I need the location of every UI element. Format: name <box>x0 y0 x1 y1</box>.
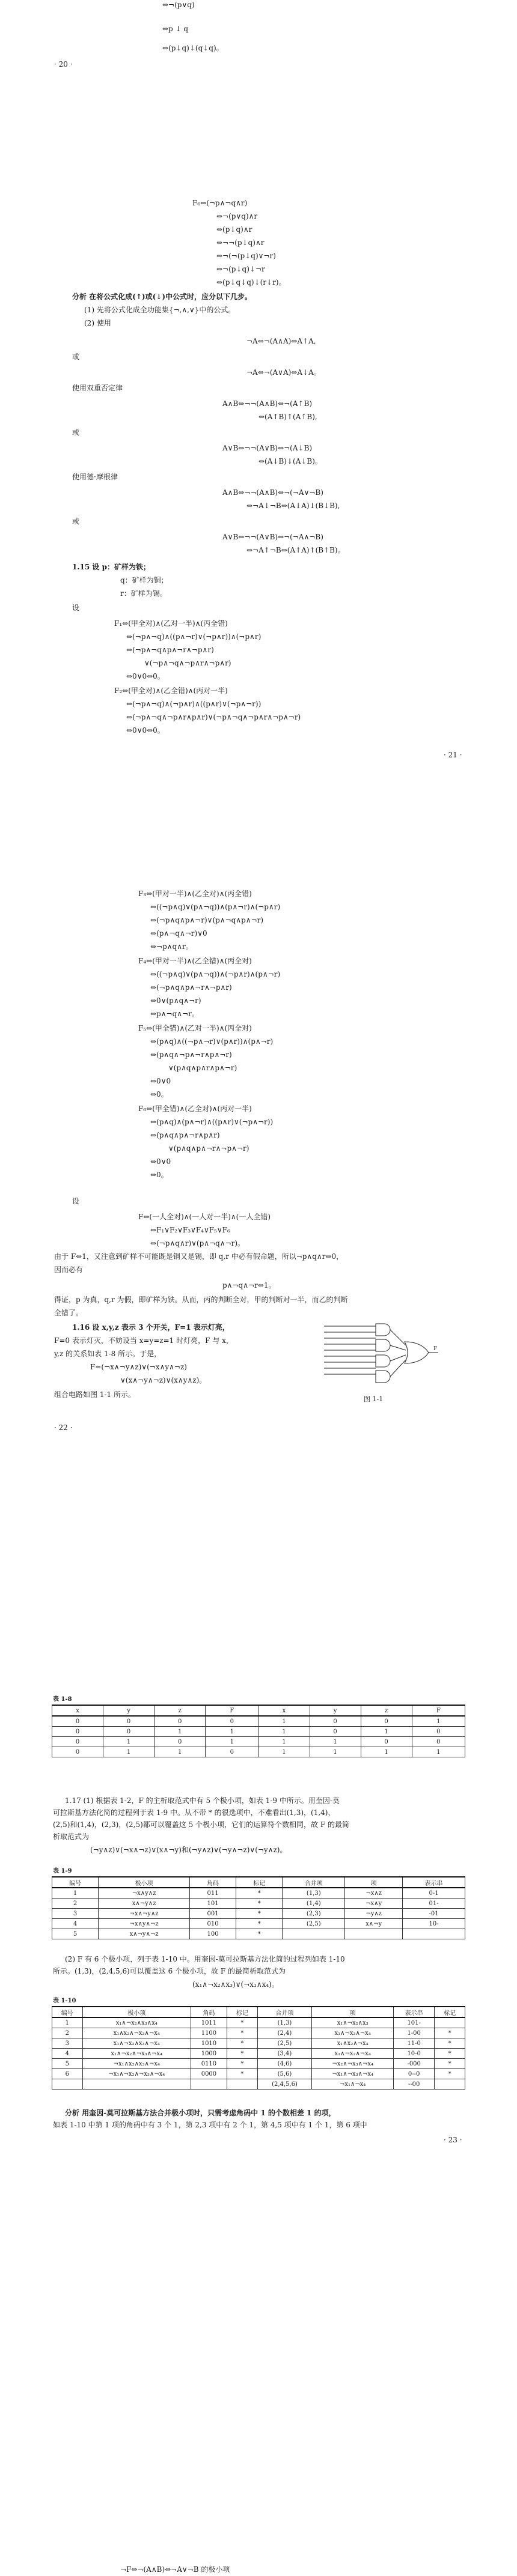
cell: 4 <box>52 1919 99 1929</box>
cell: 1100 <box>191 2028 227 2038</box>
cell <box>435 2079 465 2090</box>
cell: x₁∧¬x₂∧x₃∧x₄ <box>82 2017 191 2028</box>
col-header: 编号 <box>52 2007 83 2017</box>
figure-caption: 图 1-1 <box>364 1395 384 1403</box>
col-header: x <box>52 1705 103 1716</box>
col-header: 标记 <box>435 2007 465 2017</box>
page-number: · 20 · <box>54 60 73 68</box>
cell: 1 <box>154 1727 206 1737</box>
formula-line: F₂⇔(甲全对)∧(乙全错)∧(丙对一半) <box>114 686 228 695</box>
text-line: 使用德·摩根律 <box>72 473 118 481</box>
table-1-9 <box>52 1876 465 1939</box>
formula-line: ⇔¬(p↓q)↓¬r <box>216 265 265 273</box>
cell: 001 <box>189 1909 236 1919</box>
cell: 1010 <box>191 2038 227 2049</box>
cell: 1 <box>258 1727 310 1737</box>
col-header: 极小项 <box>99 1877 190 1888</box>
cell: 1 <box>258 1737 310 1747</box>
col-header: 标记 <box>236 1877 283 1888</box>
cell: ¬x∧¬y∧z <box>99 1909 190 1919</box>
cell: 0 <box>361 1737 412 1747</box>
cell: 2 <box>52 2028 83 2038</box>
formula-line: ⇔F₁∨F₂∨F₃∨F₄∨F₅∨F₆ <box>150 1226 230 1234</box>
formula-line: ⇔0∨(p∧q∧¬r) <box>150 996 201 1005</box>
cell: x₁∧¬x₂∧x₃ <box>312 2017 394 2028</box>
cell: (2,5) <box>283 1919 345 1929</box>
table-caption: 表 1-10 <box>53 1998 76 2004</box>
table-row <box>52 1909 465 1919</box>
text-line: 设 <box>72 1197 80 1205</box>
cell: x₁∧¬x₂∧¬x₃∧¬x₄ <box>82 2049 191 2059</box>
formula-line: ⇔(p∧q)∧((¬p∧¬r)∨(p∧r))∧(p∧¬r) <box>150 1037 274 1046</box>
text-line: 可拉斯基方法化简的过程列于表 1-9 中。从不带 * 的很选项中，不难看出(1,3)，(1,4)， <box>53 1808 335 1817</box>
cell: 1 <box>103 1747 154 1757</box>
formula-line: ⇔(¬p∧¬q∧¬p∧r∧p∧r)∨(¬p∧¬q∧¬p∧r∧¬p∧¬r) <box>126 713 301 721</box>
text-line: 析取范式为 <box>53 1832 90 1841</box>
text-line: q：矿样为铜； <box>120 576 168 584</box>
table-row <box>52 1929 465 1939</box>
cell: * <box>227 2059 258 2069</box>
col-header: 合并项 <box>257 2007 312 2017</box>
text-line: 1.17 (1) 根据表 1-2，F 的主析取范式中有 5 个极小项，如表 1-9 中所示。用奎因-莫 <box>65 1796 340 1805</box>
cell: ¬x₂∧¬x₃∧¬x₄ <box>312 2059 394 2069</box>
cell: 010 <box>189 1919 236 1929</box>
logic-circuit-diagram <box>316 1321 442 1392</box>
cell: ¬x∧y∧¬z <box>99 1919 190 1929</box>
formula-line: ⇔0∨0⇔0。 <box>126 672 165 680</box>
cell: * <box>227 2017 258 2028</box>
col-header: 极小项 <box>82 2007 191 2017</box>
table-row <box>52 1919 465 1929</box>
text-line: 得证，p 为真，q,r 为假，即矿样为铁。从而，丙的判断全对，甲的判断对一半，而乙的判断 <box>54 1296 348 1304</box>
table-row <box>52 2069 465 2079</box>
cell: 0 <box>206 1716 258 1727</box>
cell: 1 <box>258 1747 310 1757</box>
formula-line: p∧¬q∧¬r⇔1。 <box>222 1281 276 1290</box>
text-line: 或 <box>72 353 80 361</box>
cell: 101 <box>189 1899 236 1909</box>
cell: x₁∧¬x₂∧¬x₄ <box>312 2049 394 2059</box>
formula-line: ∨(p∧q∧p∧¬r∧¬p∧¬r) <box>168 1144 249 1153</box>
output-label-F: F <box>433 1346 438 1352</box>
cell: 1011 <box>191 2017 227 2028</box>
formula-line: F₅⇔(甲全错)∧(乙对一半)∧(丙全对) <box>138 1024 252 1032</box>
formula-line: ⇔¬(p∨q) <box>162 1 195 9</box>
cell: ¬x₁∧¬x₃∧¬x₄ <box>312 2069 394 2079</box>
formula-line: ⇔(A↑B)↑(A↑B), <box>258 413 317 421</box>
table-row <box>52 1737 465 1747</box>
text-line: 所示。(1,3)，(2,4,5,6)可以覆盖这 6 个极小项，故 F 的最简析取范式为 <box>53 1967 286 1975</box>
cell: (1,3) <box>257 2017 312 2028</box>
cell: 0 <box>206 1747 258 1757</box>
formula-line: A∨B⇔¬¬(A∨B)⇔¬(¬A∧¬B) <box>222 533 323 541</box>
text-line: 由于 F⇔1，又注意到矿样不可能既是铜又是锡，即 q,r 中必有假命题，所以¬p∧q∧r⇔0， <box>54 1252 344 1261</box>
cell: 0 <box>52 1727 103 1737</box>
col-header: F <box>412 1705 465 1716</box>
table-1-8 <box>52 1705 465 1757</box>
cell: 1 <box>206 1727 258 1737</box>
formula-line: ⇔¬p∧q∧r。 <box>150 942 193 951</box>
text-line: (2) F 有 6 个极小项，列于表 1-10 中。用奎因-莫可拉斯基方法化简的过程列如表 1-10 <box>65 1955 345 1963</box>
cell: 5 <box>52 2059 83 2069</box>
cell: 0 <box>52 1716 103 1727</box>
cell: x∧¬y∧z <box>99 1899 190 1909</box>
formula-line: ⇔¬(¬(p↓q)∨¬r) <box>216 252 276 260</box>
cell: * <box>227 2049 258 2059</box>
cell: ¬y∧z <box>345 1909 403 1919</box>
table-row <box>52 1899 465 1909</box>
cell: 1-00 <box>394 2028 435 2038</box>
formula-line: ⇔0∨0⇔0。 <box>126 726 165 735</box>
col-header: z <box>154 1705 206 1716</box>
cell: 1000 <box>191 2049 227 2059</box>
cell: 5 <box>52 1929 99 1939</box>
formula-line: ⇔p∧¬q∧¬r。 <box>150 1010 199 1018</box>
formula-line: ⇔(p↓q)↓(q↓q)。 <box>162 44 224 52</box>
text-line: 或 <box>72 428 80 437</box>
formula-line: ⇔¬¬(p↓q)∧r <box>216 238 265 247</box>
formula-line: ⇔(¬p∧¬q∧p∧¬r∧¬p∧r) <box>126 646 214 654</box>
cell: --00 <box>394 2079 435 2090</box>
cell: 0 <box>52 1747 103 1757</box>
formula-line: A∨B⇔¬¬(A∨B)⇔¬(A↓B) <box>222 444 313 452</box>
text-line: 如表 1-10 中第 1 项的角码中有 3 个 1，第 2,3 项中有 2 个 1，第 4,5 项中有 1 个 1，第 6 项中 <box>53 2121 367 2129</box>
formula-line: ⇔(¬p∧q∧p∧¬r)∨(p∧¬q∧p∧¬r) <box>150 916 264 924</box>
table-row <box>52 1727 465 1737</box>
formula-line: ⇔(p↓q↓q)↓(r↓r)。 <box>216 278 286 286</box>
text-line: 因而必有 <box>54 1265 84 1274</box>
cell: 0 <box>310 1716 361 1727</box>
cell: 1 <box>310 1747 361 1757</box>
text-line: 设 <box>72 604 80 612</box>
cell: 1 <box>412 1747 465 1757</box>
cell: 01- <box>403 1899 465 1909</box>
col-header: 角码 <box>189 1877 236 1888</box>
page-number: · 21 · <box>444 751 462 759</box>
cell: 3 <box>52 1909 99 1919</box>
cell <box>435 2017 465 2028</box>
col-header: x <box>258 1705 310 1716</box>
cell: * <box>236 1929 283 1939</box>
cell: 0 <box>412 1737 465 1747</box>
formula-line: ⇔((¬p∧q)∨(p∧¬q))∧(p∧¬r)∧(¬p∧r) <box>150 903 281 911</box>
cell <box>52 2079 83 2090</box>
formula-line: ⇔(A↓B)↓(A↓B)。 <box>258 457 322 465</box>
cell: (2,5) <box>257 2038 312 2049</box>
cell: 1 <box>103 1737 154 1747</box>
text-line: (1) 先将公式化成全功能集{¬,∧,∨}中的公式。 <box>84 306 236 314</box>
cell: 1 <box>258 1716 310 1727</box>
cell: * <box>435 2038 465 2049</box>
formula-line: ⇔0∨0 <box>150 1157 171 1166</box>
formula-line: ¬A⇔¬(A∧A)⇔A↑A, <box>246 337 316 345</box>
cell: ¬x₁∧x₂∧x₃∧¬x₄ <box>82 2059 191 2069</box>
cell: * <box>236 1909 283 1919</box>
table-row <box>52 2028 465 2038</box>
cell: 4 <box>52 2049 83 2059</box>
formula-line: ⇔¬(p∨q)∧r <box>216 212 258 220</box>
cell: (1,4) <box>283 1899 345 1909</box>
formula-line: ⇔((¬p∧q)∨(p∧¬q))∧(¬p∧r)∧(p∧¬r) <box>150 970 281 978</box>
col-header: 标记 <box>227 2007 258 2017</box>
text-line: y,z 的关系如表 1-8 所示。于是， <box>54 1350 162 1358</box>
table-caption: 表 1-9 <box>53 1868 72 1874</box>
formula-line: ⇔(p∧q∧¬p∧¬r∧p∧¬r) <box>150 1050 232 1059</box>
cell: ¬x₁∧¬x₄ <box>312 2079 394 2090</box>
col-header: 角码 <box>191 2007 227 2017</box>
cell: * <box>236 1888 283 1899</box>
formula-line: ⇔(p↓q)∧r <box>216 225 252 234</box>
cell: 0 <box>103 1727 154 1737</box>
cell: 0 <box>154 1737 206 1747</box>
cell: 0 <box>361 1716 412 1727</box>
cell: -01 <box>403 1909 465 1919</box>
text-line: 使用双重否定律 <box>72 384 123 392</box>
text-line: F=0 表示灯灭，不妨设当 x=y=z=1 时灯亮，F 与 x， <box>54 1336 233 1345</box>
cell: 2 <box>52 1899 99 1909</box>
col-header: 编号 <box>52 1877 99 1888</box>
col-header: 项 <box>312 2007 394 2017</box>
col-header: F <box>206 1705 258 1716</box>
cell: 1 <box>52 2017 83 2028</box>
cell: (2,4) <box>257 2028 312 2038</box>
cell <box>227 2079 258 2090</box>
formula-line: ⇔(p∧q∧p∧¬r∧p∧r) <box>150 1131 220 1139</box>
cell: ¬x∧y <box>345 1899 403 1909</box>
text-line: 全错了。 <box>54 1309 84 1317</box>
cell: 1 <box>361 1747 412 1757</box>
cell: x₁∧x₂∧¬x₄ <box>312 2038 394 2049</box>
cell: 0--0 <box>394 2069 435 2079</box>
cell: (5,6) <box>257 2069 312 2079</box>
formula-line: ⇔0。 <box>150 1090 168 1099</box>
table-row <box>52 2079 465 2090</box>
cell: * <box>435 2049 465 2059</box>
col-header: y <box>310 1705 361 1716</box>
table-1-10 <box>52 2006 465 2090</box>
formula-line: ⇔(¬p∧q∧r)∨(p∧¬q∧¬r)。 <box>150 1239 245 1247</box>
cell: * <box>227 2038 258 2049</box>
cell: (2,4,5,6) <box>257 2079 312 2090</box>
formula-line: A∧B⇔¬¬(A∧B)⇔¬(¬A∨¬B) <box>222 488 323 497</box>
cell: x∧¬y∧¬z <box>99 1929 190 1939</box>
col-header: y <box>103 1705 154 1716</box>
formula-line: ⇔(¬p∧¬q)∧(¬p∧r)∧((p∧r)∨(¬p∧¬r)) <box>126 700 262 708</box>
cell <box>82 2079 191 2090</box>
cell: 101- <box>394 2017 435 2028</box>
cell: -000 <box>394 2059 435 2069</box>
cell: x₁∧¬x₃∧¬x₄ <box>312 2028 394 2038</box>
cell: ¬x₁∧¬x₂∧¬x₃∧¬x₄ <box>82 2069 191 2079</box>
cell <box>345 1929 403 1939</box>
col-header: z <box>361 1705 412 1716</box>
cell: 1 <box>52 1888 99 1899</box>
cell: 0 <box>412 1727 465 1737</box>
col-header: 表示串 <box>403 1877 465 1888</box>
page-number: · 23 · <box>444 2136 462 2144</box>
text-line: 或 <box>72 517 80 526</box>
formula-line: ∨(x∧¬y∧¬z)∨(x∧y∧z)。 <box>120 1376 207 1384</box>
cell: * <box>227 2028 258 2038</box>
page-number: · 22 · <box>54 1423 73 1432</box>
cell: 11-0 <box>394 2038 435 2049</box>
cell: (3,4) <box>257 2049 312 2059</box>
formula-line: ⇔0∨0 <box>150 1077 171 1085</box>
cell: 0 <box>52 1737 103 1747</box>
formula-line: ∨(p∧q∧p∧r∧p∧¬r) <box>168 1064 237 1072</box>
cell <box>403 1929 465 1939</box>
table-row <box>52 1747 465 1757</box>
cell: 10- <box>403 1919 465 1929</box>
cell: * <box>435 2059 465 2069</box>
analysis-paragraph: 分析 用奎因-莫可拉斯基方法合并极小项时，只需考虑角码中 1 的个数相差 1 的项， <box>65 2109 336 2117</box>
formula-line: F₃⇔(甲对一半)∧(乙全对)∧(丙全错) <box>138 889 252 898</box>
formula-line: F⇔(一人全对)∧(一人对一半)∧(一人全错) <box>138 1213 271 1221</box>
formula-line: F₄⇔(甲对一半)∧(乙全错)∧(丙全对) <box>138 957 252 965</box>
table-row <box>52 2038 465 2049</box>
formula-line: ⇔¬A↑¬B⇔(A↑A)↑(B↑B)。 <box>246 546 345 554</box>
text-line: (2,5)和(1,4)，(2,3)，(2,5)都可以覆盖这 5 个极小项，它们的运算符个数相同，故 F 的最简 <box>53 1820 350 1829</box>
cell: 1 <box>206 1737 258 1747</box>
cell: (2,3) <box>283 1909 345 1919</box>
cell: 1 <box>310 1737 361 1747</box>
cell: 011 <box>189 1888 236 1899</box>
cell: 6 <box>52 2069 83 2079</box>
formula-line: (¬y∧z)∨(¬x∧¬z)∨(x∧¬y)和(¬y∧z)∨(¬y∧¬z)∨(¬y∧z)。 <box>90 1846 287 1854</box>
cell: 10-0 <box>394 2049 435 2059</box>
cell: 1 <box>154 1747 206 1757</box>
table-row <box>52 2059 465 2069</box>
formula-line: ⇔(¬p∧¬q)∧((p∧¬r)∨(¬p∧r))∧(¬p∧r) <box>126 632 262 641</box>
formula-line: ⇔(p∧¬q∧¬r)∨0 <box>150 929 207 938</box>
text-line: r：矿样为锡。 <box>120 589 167 598</box>
formula-line: ⇔¬A↓¬B⇔(A↓A)↓(B↓B), <box>246 502 340 510</box>
formula-line: ¬A⇔¬(A∨A)⇔A↓A。 <box>246 368 321 377</box>
formula-line: ⇔(p∧q)∧(p∧¬r)∧((p∧r)∨(¬p∧¬r)) <box>150 1118 274 1126</box>
exercise-heading: 1.15 设 p：矿样为铁； <box>72 563 150 571</box>
cell: x₁∧¬x₂∧x₃∧¬x₄ <box>82 2038 191 2049</box>
formula-line: ⇔p ↓ q <box>162 25 189 33</box>
cell: * <box>227 2069 258 2079</box>
formula-line: A∧B⇔¬¬(A∧B)⇔¬(A↑B) <box>222 399 313 408</box>
col-header: 合并项 <box>283 1877 345 1888</box>
table-row <box>52 2017 465 2028</box>
cell <box>283 1929 345 1939</box>
cell: 0000 <box>191 2069 227 2079</box>
cell: * <box>236 1919 283 1929</box>
formula-line: ∨(¬p∧¬q∧¬p∧r∧¬p∧r) <box>144 659 231 667</box>
cell: 0-1 <box>403 1888 465 1899</box>
table-row <box>52 1888 465 1899</box>
cell: x∧¬y <box>345 1919 403 1929</box>
formula-line: F₁⇔(甲全对)∧(乙对一半)∧(丙全错) <box>114 619 228 628</box>
text-line: ¬F⇔¬(A∧B)⇔¬A∨¬B 的极小项 <box>120 2565 230 2574</box>
cell: * <box>435 2069 465 2079</box>
text-line: 组合电路如图 1-1 所示。 <box>54 1390 135 1399</box>
formula-line: ⇔0。 <box>150 1171 168 1179</box>
cell: (4,6) <box>257 2059 312 2069</box>
analysis-paragraph: 分析 在将公式化成(↑)或(↓)中公式时，应分以下几步。 <box>72 292 252 301</box>
table-caption: 表 1-8 <box>53 1696 72 1703</box>
cell: 3 <box>52 2038 83 2049</box>
cell: 0110 <box>191 2059 227 2069</box>
col-header: 项 <box>345 1877 403 1888</box>
cell: 1 <box>412 1716 465 1727</box>
cell: 0 <box>103 1716 154 1727</box>
table-row <box>52 1716 465 1727</box>
table-row <box>52 2049 465 2059</box>
cell <box>191 2079 227 2090</box>
formula-line: F=(¬x∧¬y∧z)∨(¬x∧y∧¬z) <box>90 1363 187 1371</box>
cell: 1 <box>361 1727 412 1737</box>
cell: ¬x∧z <box>345 1888 403 1899</box>
cell: * <box>435 2028 465 2038</box>
formula-line: F₆⇔(甲全错)∧(乙全对)∧(丙对一半) <box>138 1105 252 1113</box>
cell: ¬x∧y∧z <box>99 1888 190 1899</box>
formula-line: ⇔(¬p∧q∧p∧¬r∧¬p∧r) <box>150 983 232 992</box>
cell: (1,3) <box>283 1888 345 1899</box>
exercise-heading: 1.16 设 x,y,z 表示 3 个开关，F=1 表示灯亮， <box>72 1323 230 1332</box>
formula-line: (x₁∧¬x₂∧x₃)∨(¬x₁∧x₄)。 <box>192 1980 279 1989</box>
cell: 0 <box>310 1727 361 1737</box>
cell: 100 <box>189 1929 236 1939</box>
text-line: (2) 使用 <box>84 319 111 327</box>
cell: x₁∧x₂∧¬x₃∧¬x₄ <box>82 2028 191 2038</box>
formula-line: F₆⇔(¬p∧¬q∧r) <box>192 199 248 207</box>
cell: * <box>236 1899 283 1909</box>
cell: 0 <box>154 1716 206 1727</box>
col-header: 表示串 <box>394 2007 435 2017</box>
